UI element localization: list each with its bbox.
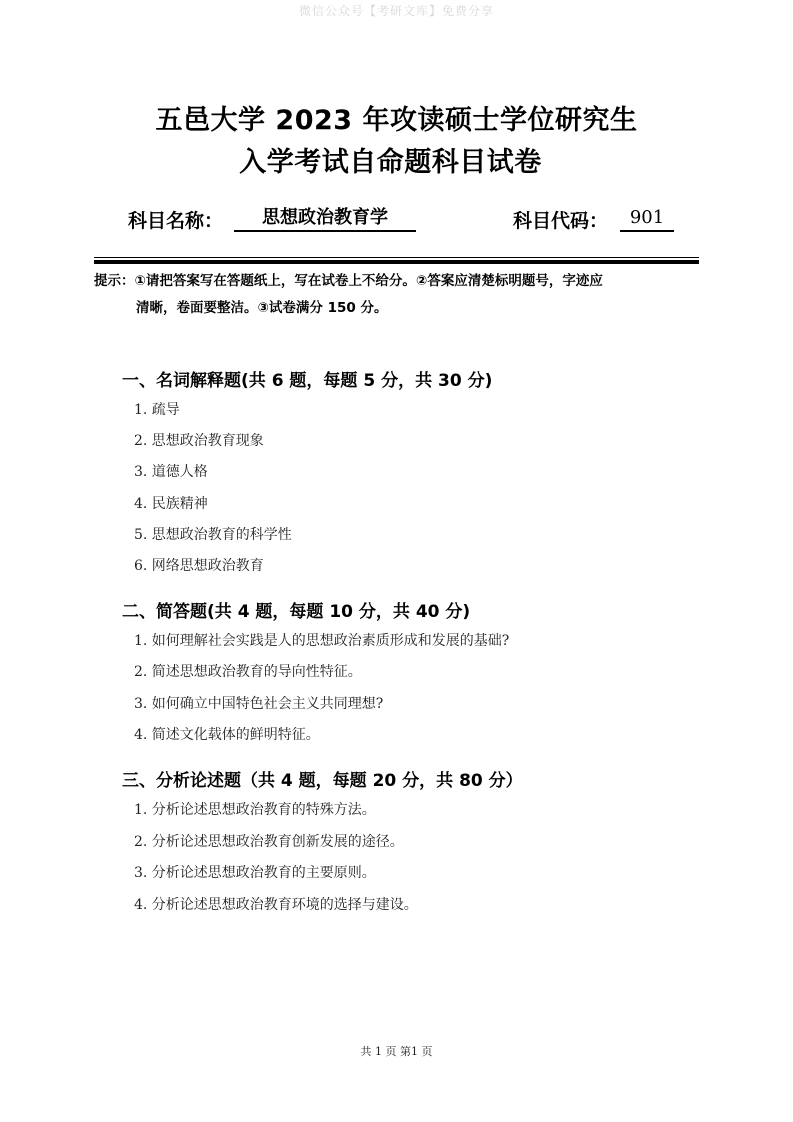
section-1-item: 6. 网络思想政治教育 xyxy=(134,558,264,574)
header-rule-thin xyxy=(94,257,699,258)
subject-name-value: 思想政治教育学 xyxy=(234,206,416,232)
section-2-item: 2. 简述思想政治教育的导向性特征。 xyxy=(134,664,362,680)
section-1-item: 5. 思想政治教育的科学性 xyxy=(134,527,292,543)
section-3-item: 2. 分析论述思想政治教育创新发展的途径。 xyxy=(134,834,404,850)
section-2-item: 3. 如何确立中国特色社会主义共同理想? xyxy=(134,696,384,712)
section-1-item: 4. 民族精神 xyxy=(134,496,208,512)
exam-title-line1: 五邑大学 2023 年攻读硕士学位研究生 xyxy=(155,105,638,136)
subject-name-label: 科目名称： xyxy=(128,210,224,232)
section-2-item: 1. 如何理解社会实践是人的思想政治素质形成和发展的基础? xyxy=(134,633,510,649)
section-1-item: 1. 疏导 xyxy=(134,402,180,418)
section-3-item: 4. 分析论述思想政治教育环境的选择与建设。 xyxy=(134,897,418,913)
section-1-item: 3. 道德人格 xyxy=(134,464,208,480)
section-3-item: 3. 分析论述思想政治教育的主要原则。 xyxy=(134,865,376,881)
page-footer: 共 1 页 第1 页 xyxy=(360,1045,433,1058)
notice-line1: 提示：①请把答案写在答题纸上，写在试卷上不给分。②答案应清楚标明题号，字迹应 xyxy=(94,273,603,289)
exam-title-line2: 入学考试自命题科目试卷 xyxy=(239,147,542,178)
section-3-heading: 三、分析论述题（共 4 题，每题 20 分，共 80 分） xyxy=(122,771,523,791)
header-rule-thick xyxy=(94,260,699,264)
subject-code-label: 科目代码： xyxy=(513,210,609,232)
notice-line2: 清晰，卷面要整洁。③试卷满分 150 分。 xyxy=(136,300,388,316)
section-2-heading: 二、简答题(共 4 题，每题 10 分，共 40 分) xyxy=(122,602,471,622)
section-3-item: 1. 分析论述思想政治教育的特殊方法。 xyxy=(134,802,376,818)
subject-code-value: 901 xyxy=(620,206,674,232)
section-2-item: 4. 简述文化载体的鲜明特征。 xyxy=(134,727,320,743)
watermark: 微信公众号【考研文库】免费分享 xyxy=(298,4,494,18)
section-1-item: 2. 思想政治教育现象 xyxy=(134,433,264,449)
exam-notice xyxy=(94,268,706,322)
section-1-heading: 一、名词解释题(共 6 题，每题 5 分，共 30 分) xyxy=(122,371,493,391)
